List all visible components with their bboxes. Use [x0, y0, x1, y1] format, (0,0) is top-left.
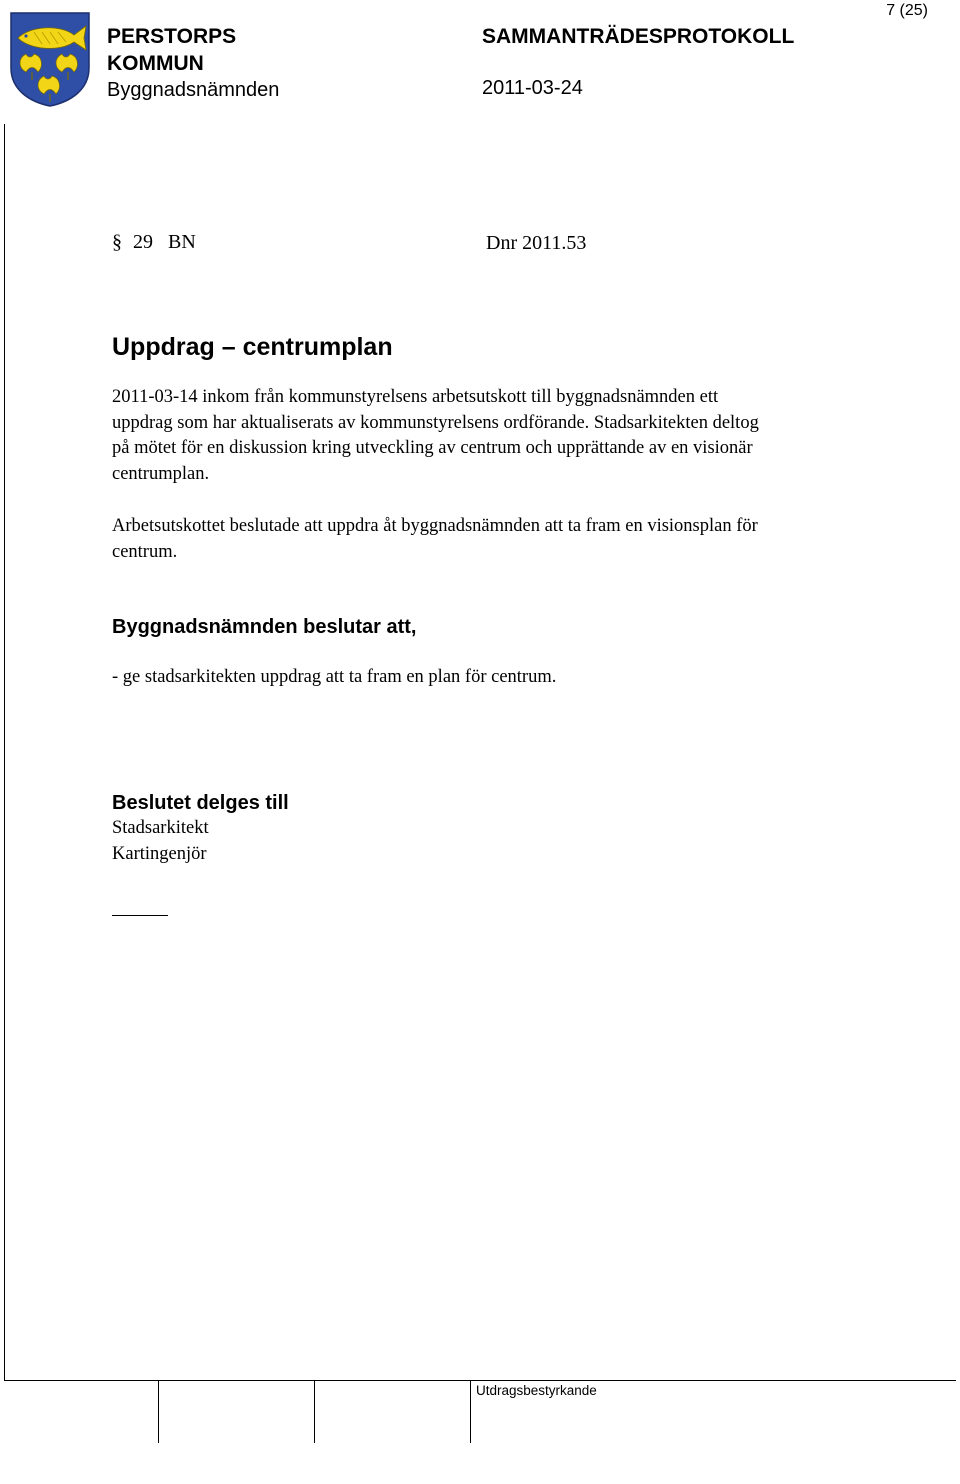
footer-cell-divider — [314, 1380, 315, 1443]
section-number: 29 — [133, 231, 153, 253]
paragraph-2-line: Arbetsutskottet beslutade att uppdra åt byggnadsnämnden att ta fram en visionsplan för — [112, 516, 758, 536]
distribution-heading: Beslutet delges till — [112, 792, 289, 814]
decision-heading: Byggnadsnämnden beslutar att, — [112, 616, 417, 638]
paragraph-sign: § — [112, 231, 122, 253]
paragraph-1-line: centrumplan. — [112, 463, 210, 484]
paragraph-1-line: 2011-03-14 inkom från kommunstyrelsens arbetsutskott till byggnadsnämnden ett — [112, 387, 719, 407]
certification-label: Utdragsbestyrkande — [476, 1383, 597, 1398]
section-board: BN — [168, 231, 196, 253]
distribution-list — [112, 816, 209, 867]
case-title: Uppdrag – centrumplan — [112, 333, 393, 361]
paragraph-1-line: uppdrag som har aktualiserats av kommunstyrelsens ordförande. Stadsarkitekten deltog — [112, 412, 759, 433]
diary-number: Dnr 2011.53 — [486, 232, 587, 254]
org-name-line2: KOMMUN — [107, 52, 204, 75]
section-id — [112, 229, 196, 255]
recipient: Kartingenjör — [112, 843, 207, 864]
department-name: Byggnadsnämnden — [107, 79, 280, 101]
paragraph-2 — [112, 514, 912, 565]
left-margin-line — [4, 124, 5, 1381]
meeting-date: 2011-03-24 — [482, 77, 583, 99]
paragraph-1-line: på mötet för en diskussion kring utveckling av centrum och upprättande av en visionär — [112, 438, 753, 458]
paragraph-2-line: centrum. — [112, 541, 178, 562]
footer-rule — [4, 1380, 956, 1381]
recipient: Stadsarkitekt — [112, 818, 209, 838]
org-name-line1: PERSTORPS — [107, 25, 237, 48]
footer-cell-divider — [158, 1380, 159, 1443]
document-type: SAMMANTRÄDESPROTOKOLL — [482, 25, 795, 48]
decision-item: - ge stadsarkitekten uppdrag att ta fram en plan för centrum. — [112, 667, 557, 687]
end-divider — [112, 915, 168, 916]
paragraph-1 — [112, 385, 912, 487]
coat-of-arms-logo — [8, 10, 92, 108]
footer-cell-divider — [470, 1380, 471, 1443]
page-number: 7 (25) — [886, 2, 928, 19]
